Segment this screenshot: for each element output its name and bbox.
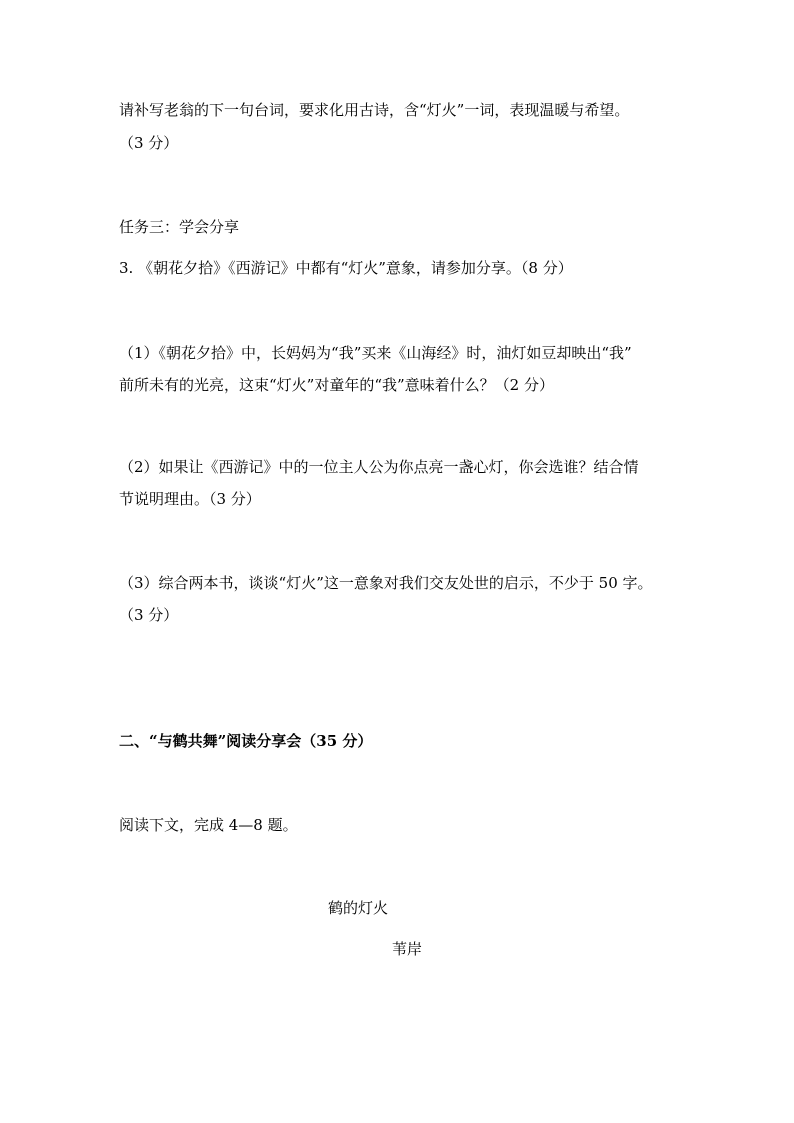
article-author: 苇岸 bbox=[392, 940, 423, 958]
section-heading: 二、“与鹤共舞”阅读分享会（35 分） bbox=[119, 732, 373, 750]
sub-question-3-line-2: （3 分） bbox=[119, 606, 179, 624]
sub-question-2-line-1: （2）如果让《西游记》中的一位主人公为你点亮一盏心灯，你会选谁？结合情 bbox=[119, 458, 639, 476]
sub-question-1-line-2: 前所未有的光亮，这束“灯火”对童年的“我”意味着什么？（2 分） bbox=[119, 376, 554, 394]
sub-question-1-line-1: （1）《朝花夕拾》中，长妈妈为“我”买来《山海经》时，油灯如豆却映出“我” bbox=[119, 344, 632, 362]
sub-question-2-line-2: 节说明理由。（3 分） bbox=[119, 490, 261, 508]
reading-instruction: 阅读下文，完成 4—8 题。 bbox=[119, 816, 298, 834]
question-text-line: 请补写老翁的下一句台词，要求化用古诗，含“灯火”一词，表现温暖与希望。 bbox=[119, 101, 630, 119]
task-heading: 任务三：学会分享 bbox=[119, 218, 240, 236]
article-title: 鹤的灯火 bbox=[328, 899, 389, 917]
question-score: （3 分） bbox=[119, 134, 179, 152]
question-3: 3. 《朝花夕拾》《西游记》中都有“灯火”意象，请参加分享。（8 分） bbox=[119, 259, 573, 277]
sub-question-3-line-1: （3）综合两本书，谈谈“灯火”这一意象对我们交友处世的启示，不少于 50 字。 bbox=[119, 574, 653, 592]
